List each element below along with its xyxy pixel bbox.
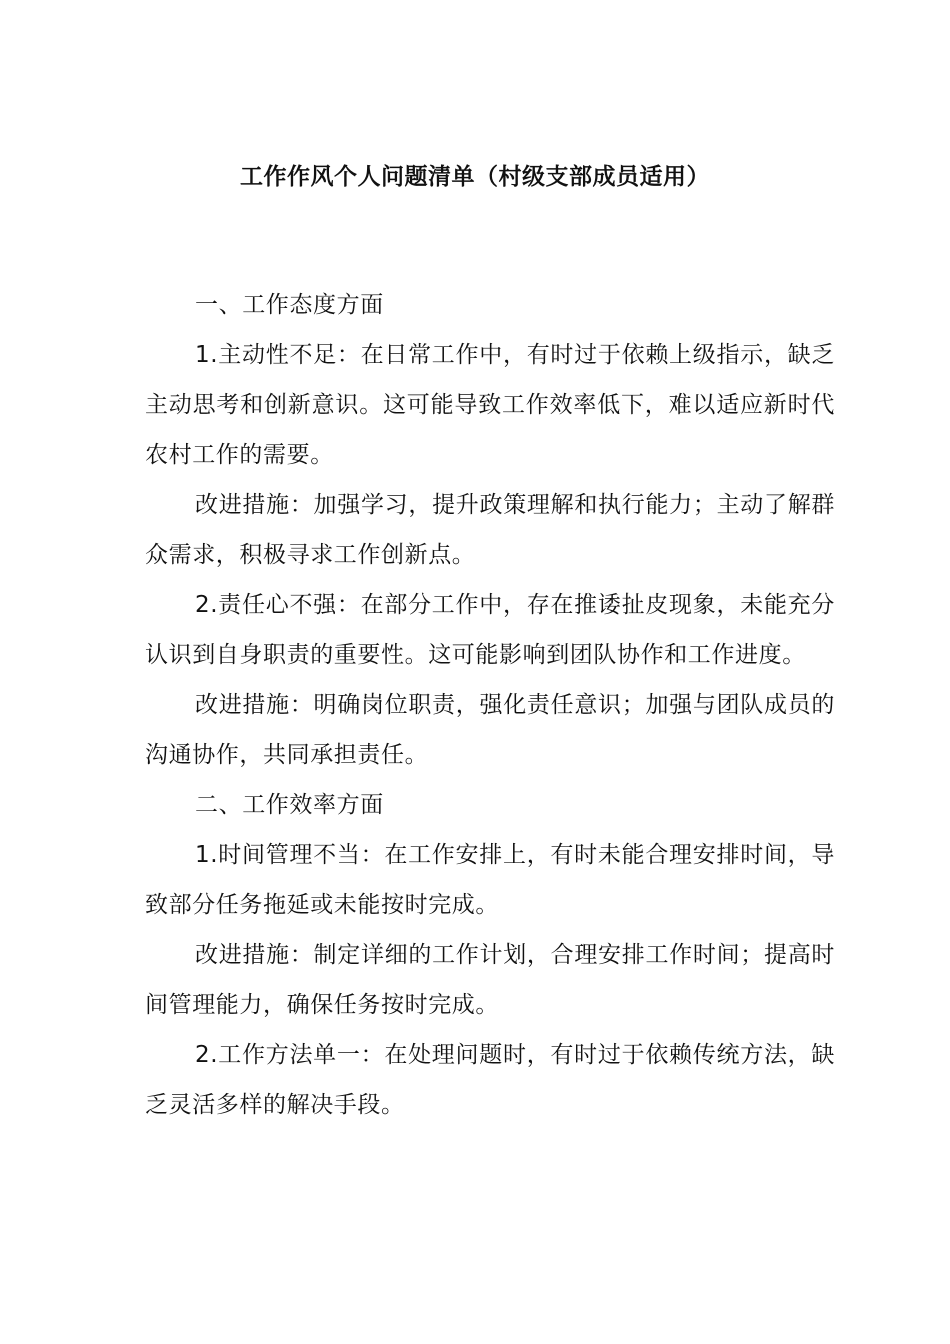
improvement-initiative: 改进措施：加强学习，提升政策理解和执行能力；主动了解群众需求，积极寻求工作创新点。 xyxy=(145,492,835,568)
issue-work-method: 2.工作方法单一：在处理问题时，有时过于依赖传统方法，缺乏灵活多样的解决手段。 xyxy=(145,1042,835,1118)
document-body xyxy=(145,280,835,1130)
issue-time-management: 1.时间管理不当：在工作安排上，有时未能合理安排时间，导致部分任务拖延或未能按时完成。 xyxy=(145,842,835,918)
improvement-time-management: 改进措施：制定详细的工作计划，合理安排工作时间；提高时间管理能力，确保任务按时完成。 xyxy=(145,942,835,1018)
document-title: 工作作风个人问题清单（村级支部成员适用） xyxy=(240,164,710,190)
issue-responsibility: 2.责任心不强：在部分工作中，存在推诿扯皮现象，未能充分认识到自身职责的重要性。这可能影响到团队协作和工作进度。 xyxy=(145,592,835,668)
section-heading-work-attitude: 一、工作态度方面 xyxy=(195,292,384,318)
section-heading-work-efficiency: 二、工作效率方面 xyxy=(195,792,384,818)
improvement-responsibility: 改进措施：明确岗位职责，强化责任意识；加强与团队成员的沟通协作，共同承担责任。 xyxy=(145,692,835,768)
issue-initiative: 1.主动性不足：在日常工作中，有时过于依赖上级指示，缺乏主动思考和创新意识。这可能导致工作效率低下，难以适应新时代农村工作的需要。 xyxy=(145,342,835,468)
